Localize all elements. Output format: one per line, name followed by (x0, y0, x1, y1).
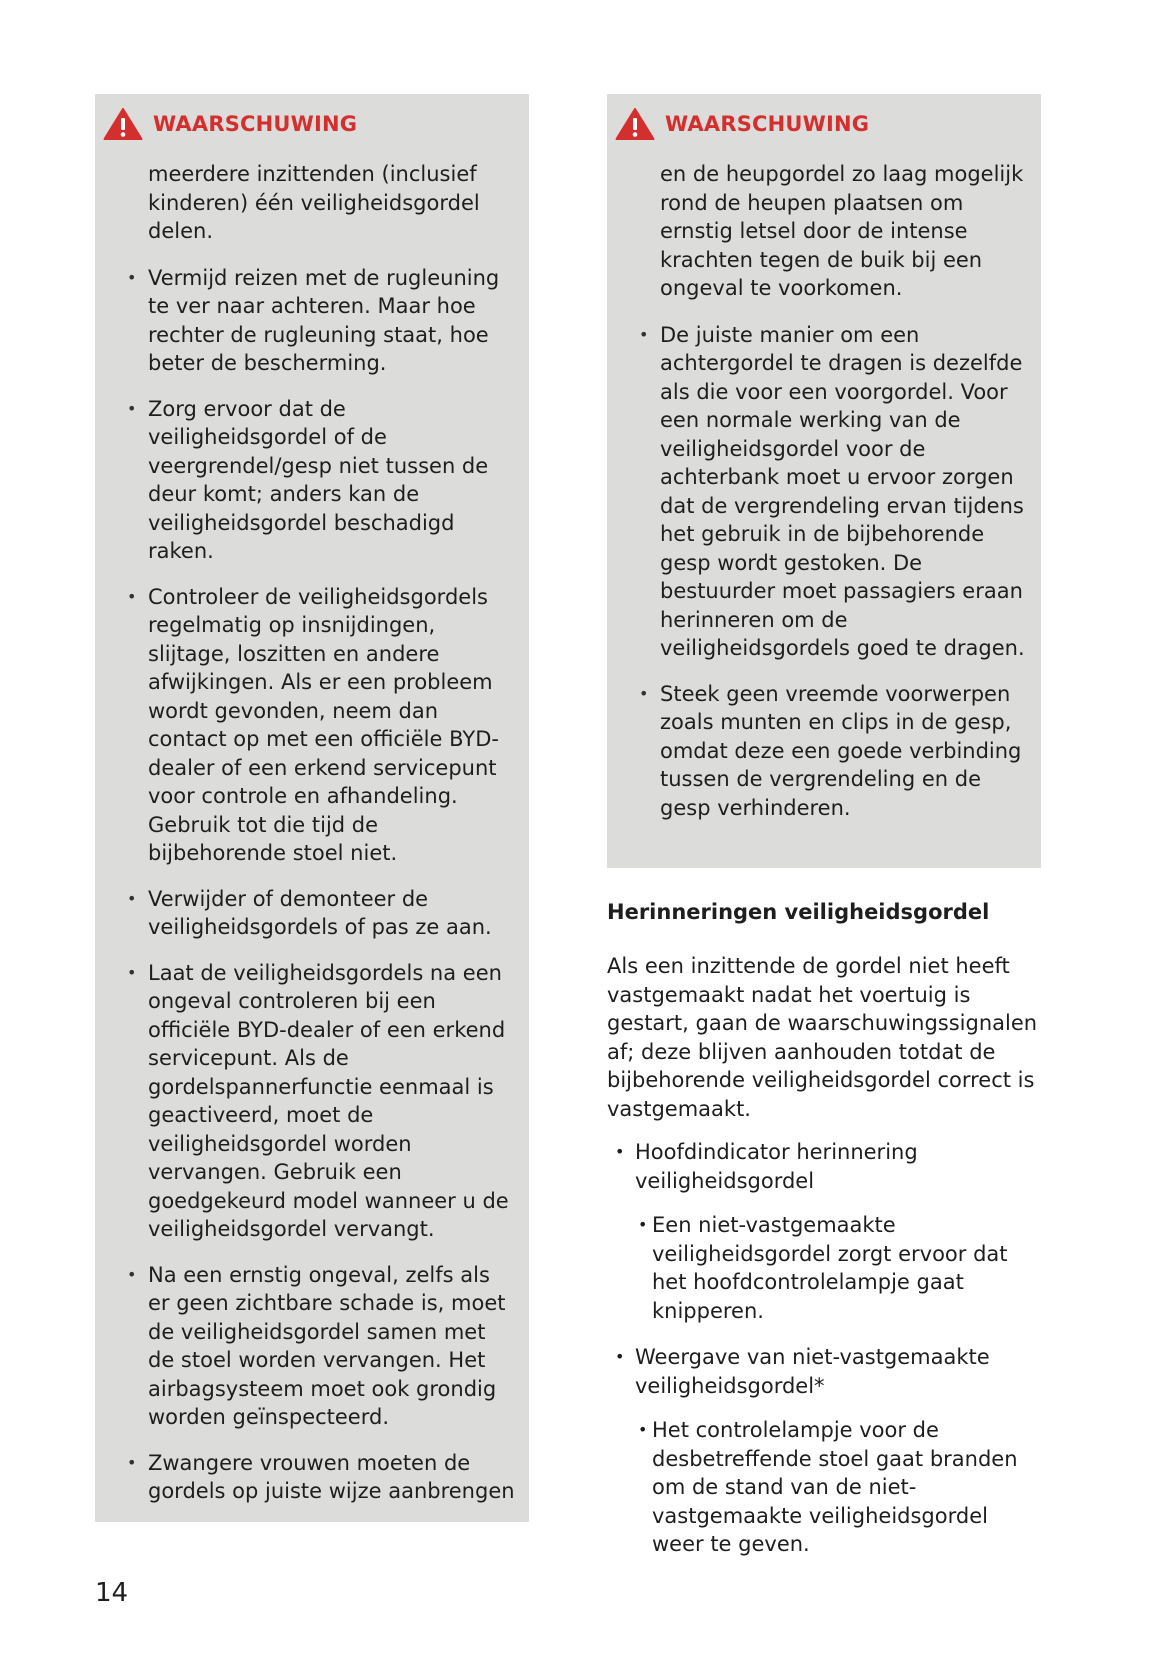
warning-header (615, 106, 1027, 142)
list-item: • Verwijder of demonteer de veiligheidsgordels of pas ze aan. (103, 885, 515, 942)
warning-intro-text: meerdere inzittenden (inclusief kinderen) één veiligheidsgordel delen. (148, 162, 480, 243)
warning-title: WAARSCHUWING (665, 112, 870, 136)
reminder-label: Hoofdindicator herinnering veiligheidsgordel (635, 1140, 918, 1193)
section-heading: Herinneringen veiligheidsgordel (607, 900, 990, 924)
section-paragraph: Als een inzittende de gordel niet heeft vastgemaakt nadat het voertuig is gestart, gaan de waarschuwingssignalen af; deze blijven aanhouden totdat de bijbehorende veiligheidsgordel correct is vastgemaakt. (607, 954, 1038, 1121)
warning-bullet-list (615, 321, 1027, 823)
warning-box-left (95, 94, 529, 1522)
list-item: • Laat de veiligheidsgordels na een ongeval controleren bij een officiële BYD-dealer of een erkend servicepunt. Als de gordelspannerfunctie eenmaal is geactiveerd, moet de veiligheidsgordel worden vervangen. Gebruik een goedgekeurd model wanneer u de veiligheidsgordel vervangt. (103, 959, 515, 1244)
list-item: • Controleer de veiligheidsgordels regelmatig op insnijdingen, slijtage, loszitten en andere afwijkingen. Als er een probleem wordt gevonden, neem dan contact op met een officiële BYD-dealer of een erkend servicepunt voor controle en afhandeling. Gebruik tot die tijd de bijbehorende stoel niet. (103, 583, 515, 868)
warning-bullet-list (103, 264, 515, 1506)
reminder-item (607, 1138, 1041, 1195)
left-column (95, 94, 529, 1522)
reminder-list (607, 1138, 1041, 1195)
right-column (607, 94, 1041, 1577)
warning-title: WAARSCHUWING (153, 112, 358, 136)
reminder-item (607, 1343, 1041, 1400)
list-item: • De juiste manier om een achtergordel te dragen is dezelfde als die voor een voorgordel. Voor een normale werking van de veiligheidsgordel voor de achterbank moet u ervoor zorgen dat de vergrendeling ervan tijdens het gebruik in de bijbehorende gesp wordt gestoken. De bestuurder moet passagiers eraan herinneren om de veiligheidsgordels goed te dragen. (615, 321, 1027, 663)
reminder-sub-item: • Een niet-vastgemaakte veiligheidsgordel zorgt ervoor dat het hoofdcontrolelampje gaat knipperen. (607, 1211, 1041, 1325)
reminder-sub-item: • Het controlelampje voor de desbetreffende stoel gaat branden om de stand van de niet-vastgemaakte veiligheidsgordel weer te geven. (607, 1416, 1041, 1559)
reminder-list (607, 1343, 1041, 1400)
list-item: • Vermijd reizen met de rugleuning te ver naar achteren. Maar hoe rechter de rugleuning staat, hoe beter de bescherming. (103, 264, 515, 378)
warning-box-right (607, 94, 1041, 868)
list-item: • Na een ernstig ongeval, zelfs als er geen zichtbare schade is, moet de veiligheidsgordel samen met de stoel worden vervangen. Het airbagsysteem moet ook grondig worden geïnspecteerd. (103, 1261, 515, 1432)
reminder-label: Weergave van niet-vastgemaakte veiligheidsgordel* (635, 1345, 990, 1398)
list-item: • Zorg ervoor dat de veiligheidsgordel of de veergrendel/gesp niet tussen de deur komt; anders kan de veiligheidsgordel beschadigd raken. (103, 395, 515, 566)
list-item: • Steek geen vreemde voorwerpen zoals munten en clips in de gesp, omdat deze een goede verbinding tussen de vergrendeling en de gesp verhinderen. (615, 680, 1027, 823)
warning-intro-text: en de heupgordel zo laag mogelijk rond de heupen plaatsen om ernstig letsel door de intense krachten tegen de buik bij een ongeval te voorkomen. (660, 162, 1024, 300)
warning-triangle-icon (103, 107, 143, 141)
page-number: 14 (95, 1578, 129, 1608)
list-item: • Zwangere vrouwen moeten de gordels op juiste wijze aanbrengen (103, 1449, 515, 1506)
warning-header (103, 106, 515, 142)
warning-triangle-icon (615, 107, 655, 141)
